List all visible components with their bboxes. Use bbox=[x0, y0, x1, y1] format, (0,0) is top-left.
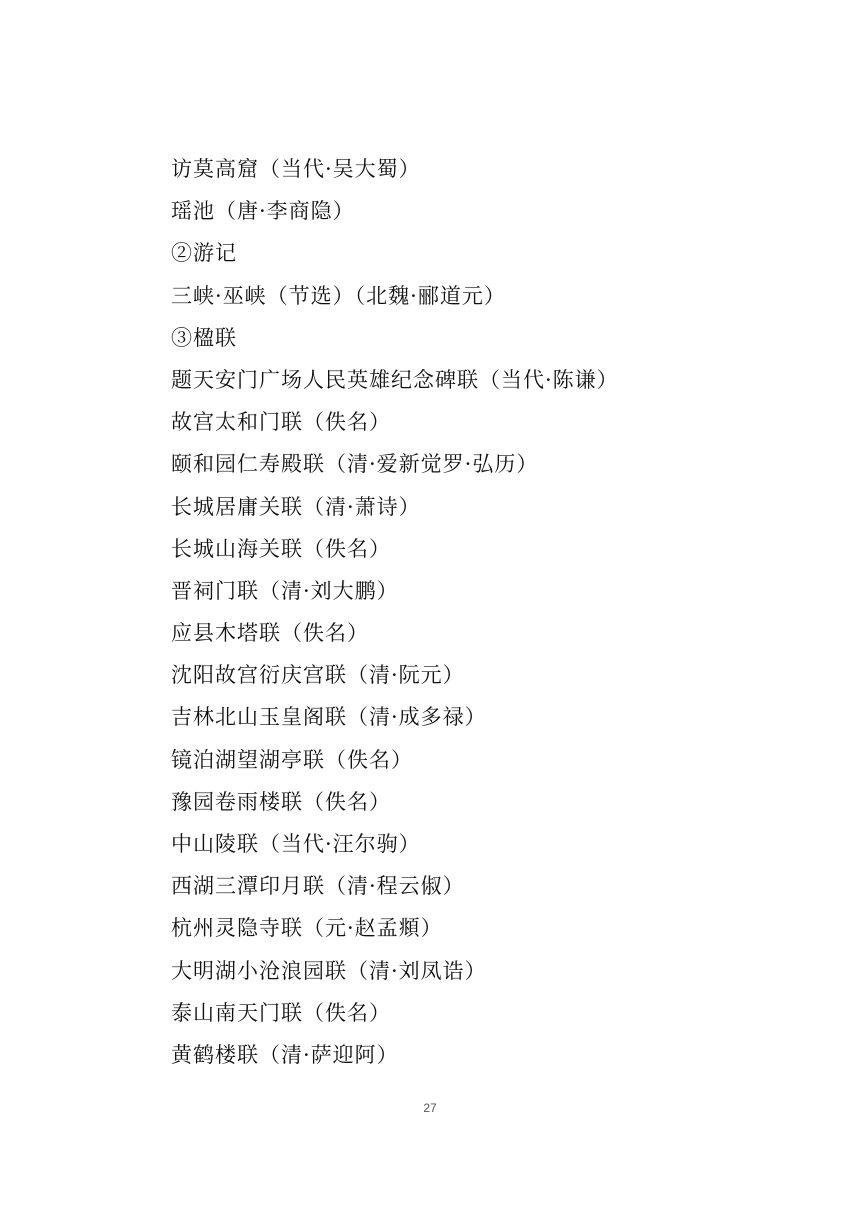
list-item: 故宫太和门联（佚名） bbox=[171, 410, 391, 435]
list-item: 西湖三潭印月联（清·程云俶） bbox=[171, 874, 465, 899]
list-item: 黄鹤楼联（清·萨迎阿） bbox=[171, 1042, 399, 1067]
list-item: 瑶池（唐·李商隐） bbox=[171, 199, 355, 224]
list-item: 吉林北山玉皇阁联（清·成多禄） bbox=[171, 705, 487, 730]
list-item: 访莫高窟（当代·吴大蜀） bbox=[171, 157, 421, 181]
list-item: 中山陵联（当代·汪尔驹） bbox=[171, 832, 421, 856]
section-heading: ③楹联 bbox=[171, 325, 237, 350]
list-item: 应县木塔联（佚名） bbox=[171, 621, 369, 646]
list-item: 豫园卷雨楼联（佚名） bbox=[171, 789, 391, 814]
page-number: 27 bbox=[423, 1101, 437, 1115]
list-item: 杭州灵隐寺联（元·赵孟頫） bbox=[171, 916, 443, 941]
list-item: 沈阳故宫衍庆宫联（清·阮元） bbox=[171, 663, 465, 688]
list-item: 长城山海关联（佚名） bbox=[171, 536, 391, 561]
text-list bbox=[171, 148, 791, 1076]
list-item: 三峡·巫峡（节选）（北魏·郦道元） bbox=[171, 283, 506, 308]
list-item: 镜泊湖望湖亭联（佚名） bbox=[171, 747, 413, 772]
list-item: 大明湖小沧浪园联（清·刘凤诰） bbox=[171, 958, 487, 983]
list-item: 长城居庸关联（清·萧诗） bbox=[171, 494, 421, 519]
section-heading: ②游记 bbox=[171, 241, 237, 266]
list-item: 颐和园仁寿殿联（清·爱新觉罗·弘历） bbox=[171, 452, 539, 477]
list-item: 泰山南天门联（佚名） bbox=[171, 1000, 391, 1025]
list-item: 题天安门广场人民英雄纪念碑联（当代·陈谦） bbox=[171, 367, 619, 392]
list-item: 晋祠门联（清·刘大鹏） bbox=[171, 578, 399, 603]
